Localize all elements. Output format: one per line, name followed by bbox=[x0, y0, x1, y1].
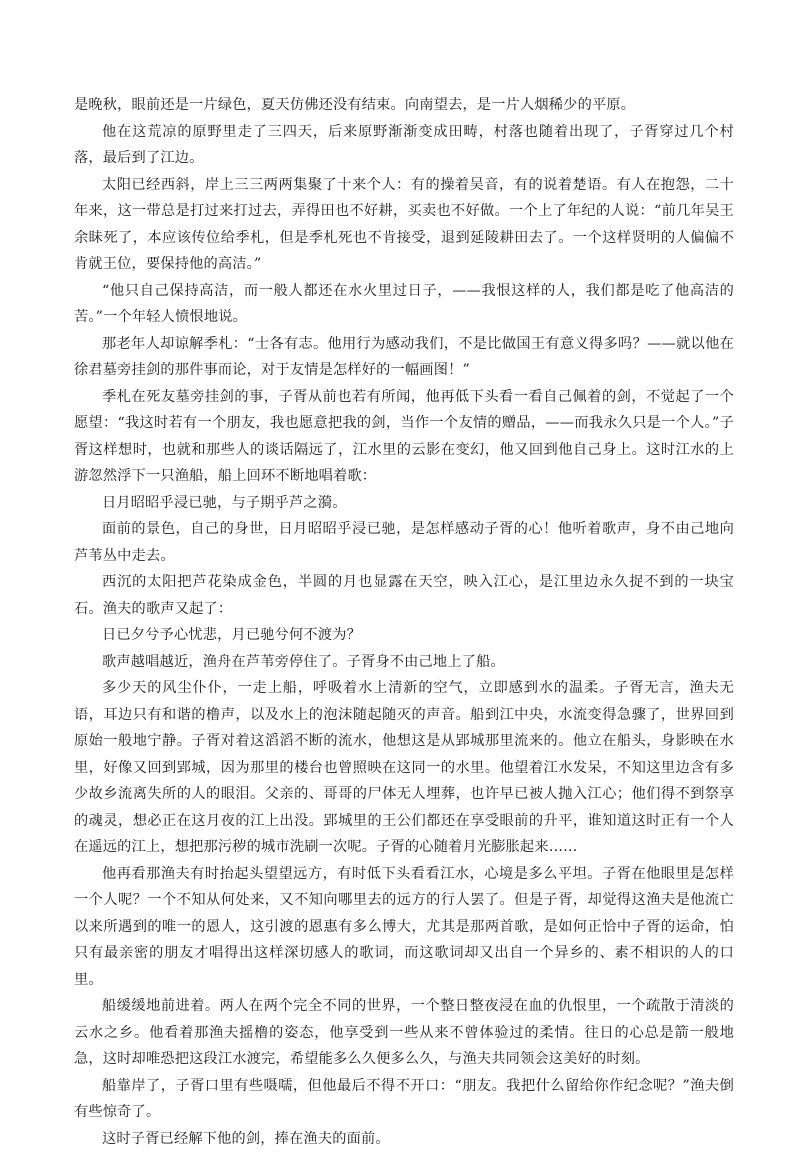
song-line-1: 日月昭昭乎浸已驰，与子期乎芦之漪。 bbox=[74, 490, 734, 517]
paragraph-7: 面前的景色，自己的身世，日月昭昭乎浸已驰，是怎样感动子胥的心！他听着歌声，身不由己地向芦苇丛中走去。 bbox=[74, 516, 734, 569]
paragraph-4: “他只自己保持高洁，而一般人都还在水火里过日子，——我恨这样的人，我们都是吃了他高洁的苦。”一个年轻人愤恨地说。 bbox=[74, 278, 734, 331]
paragraph-10: 多少天的风尘仆仆，一走上船，呼吸着水上清新的空气，立即感到水的温柔。子胥无言，渔夫无语，耳边只有和谐的橹声，以及水上的泡沫随起随灭的声音。船到江中央，水流变得急骤了，世界回到原始一般地宁静。子胥对着这滔滔不断的流水，他想这是从郢城那里流来的。他立在船头，身影映在水里，好像又回到郢城，因为那里的楼台也曾照映在这同一的水里。他望着江水发呆，不知这里边含有多少故乡流离失所的人的眼泪。父亲的、哥哥的尸体无人埋葬，也许早已被人抛入江心；他们得不到祭享的魂灵，想必正在这月夜的江上出没。郢城里的王公们都还在享受眼前的升平，谁知道这时正有一个人在遥远的江上，想把那污秽的城市洗刷一次呢。子胥的心随着月光膨胀起来…… bbox=[74, 675, 734, 861]
paragraph-13: 船靠岸了，子胥口里有些嗫嚅，但他最后不得不开口：“朋友。我把什么留给你作纪念呢？”渔夫倒有些惊奇了。 bbox=[74, 1073, 734, 1126]
document-page bbox=[74, 92, 734, 1152]
paragraph-11: 他再看那渔夫有时抬起头望望远方，有时低下头看看江水，心境是多么平坦。子胥在他眼里是怎样一个人呢？一个不知从何处来，又不知向哪里去的远方的行人罢了。但是子胥，却觉得这渔夫是他流亡以来所遇到的唯一的恩人，这引渡的恩惠有多么博大，尤其是那两首歌，是如何正恰中子胥的运命，怕只有最亲密的朋友才唱得出这样深切感人的歌词，而这歌词却又出自一个异乡的、素不相识的人的口里。 bbox=[74, 861, 734, 994]
paragraph-3: 太阳已经西斜，岸上三三两两集聚了十来个人：有的操着吴音，有的说着楚语。有人在抱怨，二十年来，这一带总是打过来打过去，弄得田也不好耕，买卖也不好做。一个上了年纪的人说：“前几年吴王余眛死了，本应该传位给季札，但是季札死也不肯接受，退到延陵耕田去了。一个这样贤明的人偏偏不肯就王位，要保持他的高洁。” bbox=[74, 172, 734, 278]
paragraph-6: 季札在死友墓旁挂剑的事，子胥从前也若有所闻，他再低下头看一看自己佩着的剑，不觉起了一个愿望：“我这时若有一个朋友，我也愿意把我的剑，当作一个友情的赠品，——而我永久只是一个人。”子胥这样想时，也就和那些人的谈话隔远了，江水里的云影在变幻，他又回到他自己身上。这时江水的上游忽然浮下一只渔船，船上回环不断地唱着歌： bbox=[74, 384, 734, 490]
paragraph-9: 歌声越唱越近，渔舟在芦苇旁停住了。子胥身不由己地上了船。 bbox=[74, 649, 734, 676]
song-line-2: 日已夕兮予心忧悲，月已驰兮何不渡为？ bbox=[74, 622, 734, 649]
paragraph-1: 是晚秋，眼前还是一片绿色，夏天仿佛还没有结束。向南望去，是一片人烟稀少的平原。 bbox=[74, 92, 734, 119]
paragraph-14: 这时子胥已经解下他的剑，捧在渔夫的面前。 bbox=[74, 1126, 734, 1152]
paragraph-2: 他在这荒凉的原野里走了三四天，后来原野渐渐变成田畴，村落也随着出现了，子胥穿过几个村落，最后到了江边。 bbox=[74, 119, 734, 172]
paragraph-8: 西沉的太阳把芦花染成金色，半圆的月也显露在天空，映入江心，是江里边永久捉不到的一块宝石。渔夫的歌声又起了： bbox=[74, 569, 734, 622]
paragraph-5: 那老年人却谅解季札：“士各有志。他用行为感动我们，不是比做国王有意义得多吗？——就以他在徐君墓旁挂剑的那件事而论，对于友情是怎样好的一幅画图！” bbox=[74, 331, 734, 384]
paragraph-12: 船缓缓地前进着。两人在两个完全不同的世界，一个整日整夜浸在血的仇恨里，一个疏散于清淡的云水之乡。他看着那渔夫摇橹的姿态，他享受到一些从来不曾体验过的柔情。往日的心总是箭一般地急，这时却唯恐把这段江水渡完，希望能多么久便多么久，与渔夫共同领会这美好的时刻。 bbox=[74, 993, 734, 1073]
